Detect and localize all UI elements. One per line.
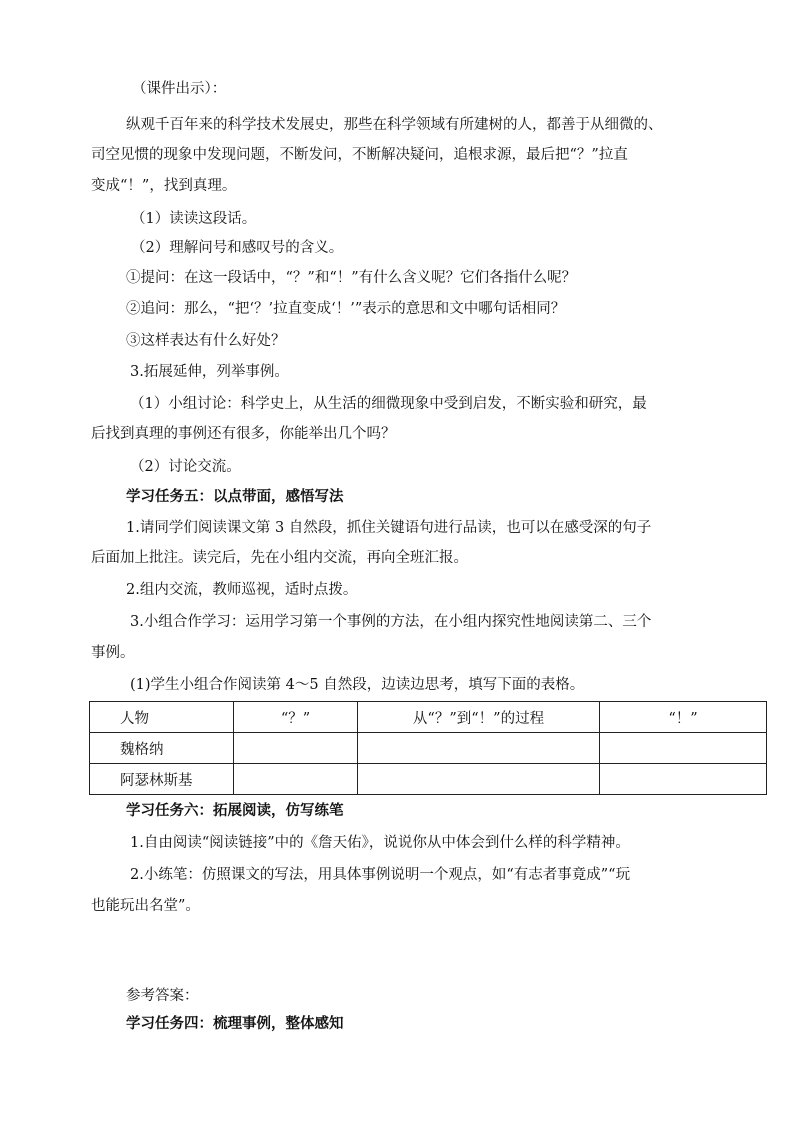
table-cell: 魏格纳 xyxy=(90,733,234,764)
table-header-cell: 从“？”到“！”的过程 xyxy=(358,702,600,733)
paragraph-line: 1.自由阅读“阅读链接”中的《詹天佑》，说说你从中体会到什么样的科学精神。 xyxy=(130,835,630,851)
paragraph-line: 事例。 xyxy=(91,645,135,661)
table-row xyxy=(90,733,767,764)
paragraph-line: 司空见惯的现象中发现问题，不断发问，不断解决疑问，追根求源，最后把“？”拉直 xyxy=(91,147,628,163)
paragraph-line: 后找到真理的事例还有很多，你能举出几个吗？ xyxy=(91,426,396,442)
reference-answer-label: 参考答案： xyxy=(126,988,199,1004)
table-header-row xyxy=(90,702,767,733)
paragraph-line: 纵观千百年来的科学技术发展史，那些在科学领域有所建树的人，都善于从细微的、 xyxy=(126,117,663,133)
paragraph-line: 1.请同学们阅读课文第 3 自然段，抓住关键语句进行品读，也可以在感受深的句子 xyxy=(126,520,652,536)
table-cell xyxy=(600,764,767,795)
paragraph-line: ①提问：在这一段话中，“？”和“！”有什么含义呢？它们各指什么呢？ xyxy=(126,270,577,286)
section-heading: 学习任务五：以点带面，感悟写法 xyxy=(126,488,344,505)
paragraph-line: （2）理解问号和感叹号的含义。 xyxy=(131,240,344,256)
section-heading: 学习任务六：拓展阅读，仿写练笔 xyxy=(126,802,344,819)
table-cell xyxy=(234,733,358,764)
paragraph-line: （1）小组讨论：科学史上，从生活的细微现象中受到启发，不断实验和研究，最 xyxy=(130,396,647,412)
table-header-cell: “！” xyxy=(600,702,767,733)
paragraph-line: （1）读读这段话。 xyxy=(131,211,257,227)
paragraph-line: ②追问：那么，“把‘？’拉直变成‘！’”表示的意思和文中哪句话相同？ xyxy=(126,301,566,317)
paragraph-line: （2）讨论交流。 xyxy=(130,459,241,475)
paragraph-line: 后面加上批注。读完后，先在小组内交流，再向全班汇报。 xyxy=(91,550,468,566)
paragraph-line: ③这样表达有什么好处？ xyxy=(126,333,286,349)
paragraph-line: 3.拓展延伸，列举事例。 xyxy=(130,364,289,380)
table-header-cell: “？” xyxy=(234,702,358,733)
paragraph-line: 3.小组合作学习：运用学习第一个事例的方法，在小组内探究性地阅读第二、三个 xyxy=(130,614,652,630)
reading-table xyxy=(89,701,767,795)
section-heading: 学习任务四：梳理事例，整体感知 xyxy=(126,1015,344,1032)
table-cell xyxy=(358,733,600,764)
paragraph-line: 变成“！”，找到真理。 xyxy=(91,178,237,194)
table-cell: 阿瑟林斯基 xyxy=(90,764,234,795)
table-cell xyxy=(234,764,358,795)
table-header-cell: 人物 xyxy=(90,702,234,733)
table-row xyxy=(90,764,767,795)
courseware-label: （课件出示）： xyxy=(132,81,227,97)
paragraph-line: (1)学生小组合作阅读第 4～5 自然段，边读边思考，填写下面的表格。 xyxy=(130,677,585,693)
table-cell xyxy=(600,733,767,764)
table-cell xyxy=(358,764,600,795)
paragraph-line: 2.小练笔：仿照课文的写法，用具体事例说明一个观点，如“有志者事竟成”“玩 xyxy=(130,867,631,883)
paragraph-line: 2.组内交流，教师巡视，适时点拨。 xyxy=(126,582,358,598)
paragraph-line: 也能玩出名堂”。 xyxy=(91,898,200,914)
